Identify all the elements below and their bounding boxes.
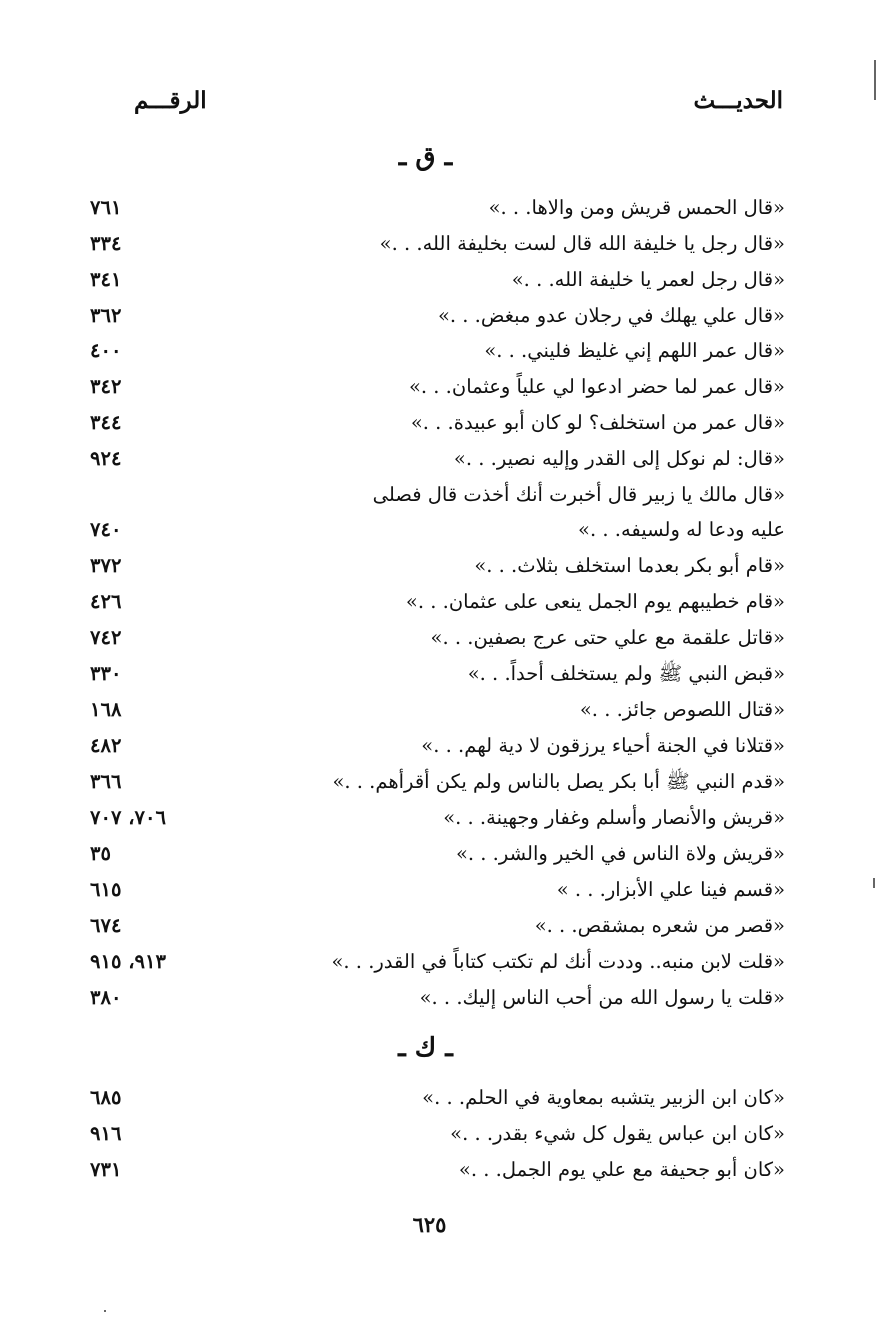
hadith-entry: «قال رجل لعمر يا خليفة الله. . .» [511,268,785,291]
hadith-number: ٣٦٦ [90,770,122,793]
hadith-number: ٩٢٤ [90,447,122,470]
hadith-entry: «قال رجل يا خليفة الله قال لست بخليفة الله. . .» [379,232,785,255]
hadith-number: ٧٣١ [90,1158,122,1181]
hadith-number: ٣٨٠ [90,986,122,1009]
hadith-entry: «قال عمر اللهم إني غليظ فليني. . .» [484,339,785,362]
hadith-number: ٧٦١ [90,196,122,219]
hadith-entry: «كان ابن عباس يقول كل شيء بقدر. . .» [450,1122,785,1145]
hadith-column-header: الحديـــث [693,87,783,114]
hadith-number: ٣٤١ [90,268,122,291]
hadith-number: ٣٣٤ [90,232,122,255]
hadith-number: ٧٤٢ [90,626,122,649]
hadith-entry: «كان ابن الزبير يتشبه بمعاوية في الحلم. . .» [422,1086,785,1109]
hadith-number: ٦٧٤ [90,914,122,937]
hadith-number: ٣٣٠ [90,662,122,685]
hadith-entry: «قال مالك يا زبير قال أخبرت أنك أخذت قال فصلى [372,483,785,506]
hadith-number: ٤٢٦ [90,590,122,613]
hadith-number: ١٦٨ [90,698,122,721]
hadith-entry: «قدم النبي ﷺ أبا بكر يصل بالناس ولم يكن أقرأهم. . .» [332,770,785,793]
hadith-entry: «قصر من شعره بمشقص. . .» [534,914,785,937]
number-column-header: الرقـــم [134,87,207,114]
hadith-number: ٧٤٠ [90,518,122,541]
hadith-number: ٦٨٥ [90,1086,122,1109]
hadith-entry: «قام أبو بكر بعدما استخلف بثلاث. . .» [474,554,785,577]
hadith-number: ٣٧٢ [90,554,122,577]
hadith-entry: «قال عمر لما حضر ادعوا لي علياً وعثمان. . .» [408,375,785,398]
hadith-number: ٩١٦ [90,1122,122,1145]
hadith-entry: «قال عمر من استخلف؟ لو كان أبو عبيدة. . .» [410,411,785,434]
hadith-entry: «قريش والأنصار وأسلم وغفار وجهينة. . .» [443,806,785,829]
hadith-entry: «قبض النبي ﷺ ولم يستخلف أحداً. . .» [467,662,785,685]
hadith-number: ٤٠٠ [90,339,122,362]
hadith-number: ٣٤٤ [90,411,122,434]
hadith-entry: «قتلانا في الجنة أحياء يرزقون لا دية لهم. . .» [421,734,785,757]
hadith-number: ٩١٣، ٩١٥ [90,950,166,973]
section-letter-qaf: ـ ق ـ [398,142,453,172]
hadith-number: ٧٠٦، ٧٠٧ [90,806,166,829]
hadith-entry: «كان أبو جحيفة مع علي يوم الجمل. . .» [458,1158,785,1181]
section-letter-kaf: ـ ك ـ [398,1033,453,1063]
hadith-entry: «قام خطيبهم يوم الجمل ينعى على عثمان. . .» [405,590,785,613]
hadith-entry: «قال: لم نوكل إلى القدر وإليه نصير. . .» [453,447,785,470]
hadith-entry: «قلت يا رسول الله من أحب الناس إليك. . .» [419,986,785,1009]
hadith-entry: «قريش ولاة الناس في الخير والشر. . .» [455,842,785,865]
hadith-number: ٣٤٢ [90,375,122,398]
hadith-entry: «قسم فينا علي الأبزار. . . » [556,878,785,901]
scan-speck [104,1310,106,1312]
hadith-entry: «قال علي يهلك في رجلان عدو مبغض. . .» [437,304,785,327]
scan-edge-mark [873,878,875,888]
hadith-entry: «قلت لابن منبه.. وددت أنك لم تكتب كتاباً في القدر. . .» [331,950,785,973]
scan-edge-mark [874,60,876,100]
hadith-number: ٣٦٢ [90,304,122,327]
hadith-entry: «قاتل علقمة مع علي حتى عرج بصفين. . .» [430,626,785,649]
hadith-number: ٦١٥ [90,878,122,901]
hadith-number: ٣٥ [90,842,111,865]
hadith-entry: «قال الحمس قريش ومن والاها. . .» [488,196,785,219]
hadith-number: ٤٨٢ [90,734,122,757]
hadith-entry: «قتال اللصوص جائز. . .» [579,698,785,721]
hadith-entry-continuation: عليه ودعا له ولسيفه. . .» [578,518,785,541]
page-number: ٦٢٥ [412,1212,447,1237]
